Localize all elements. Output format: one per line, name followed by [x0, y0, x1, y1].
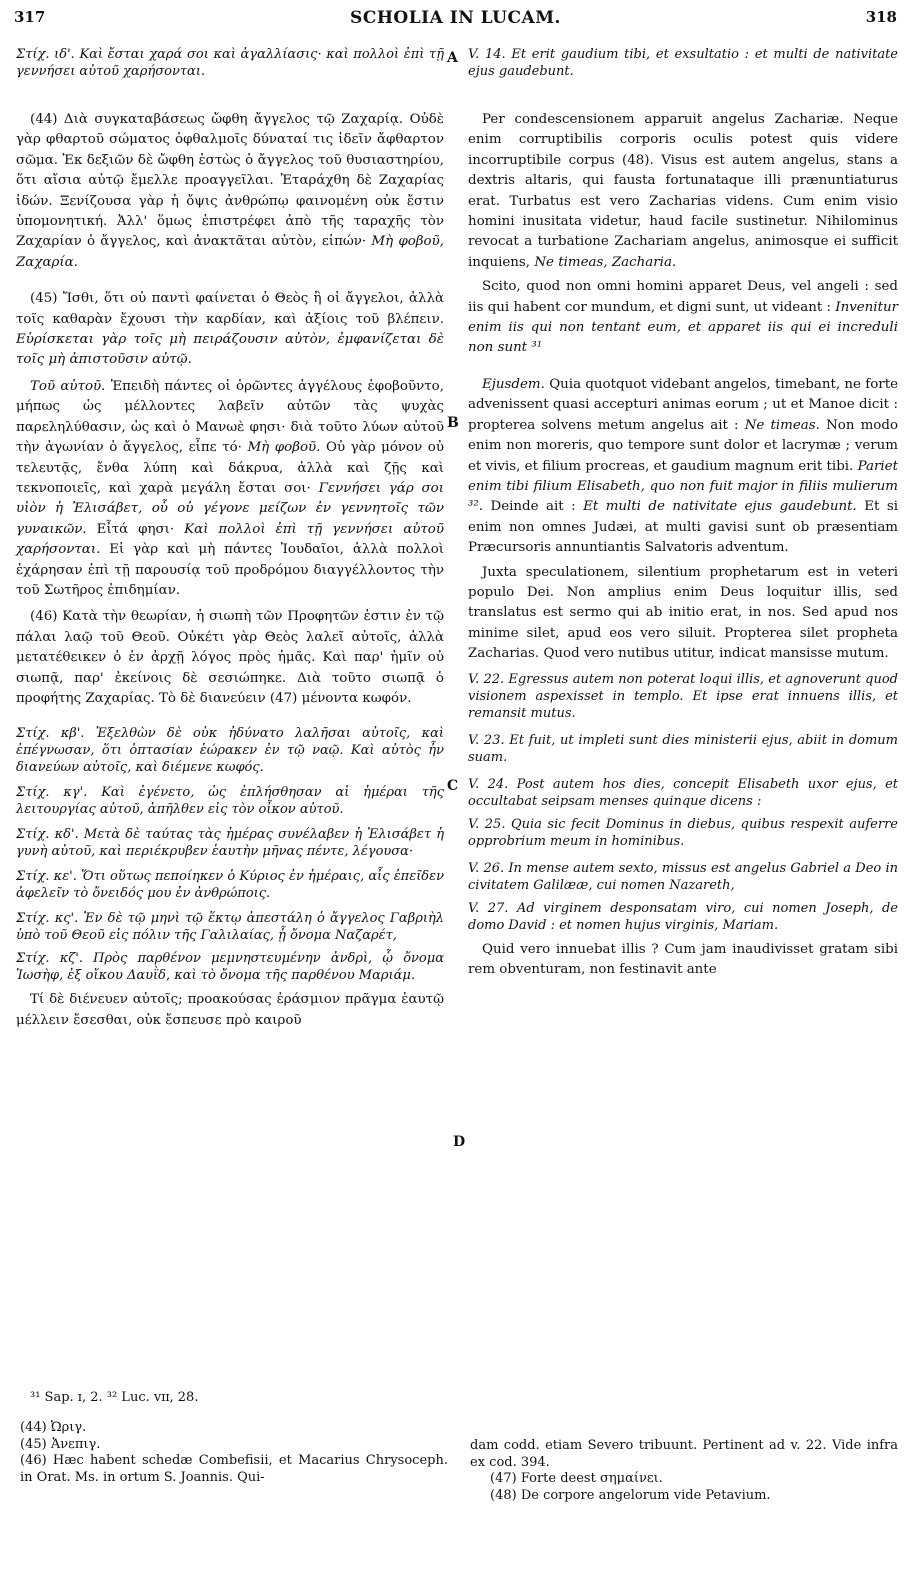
tou-autou-quote-3: Καὶ πολλοὶ ἐπὶ τῇ γεννήσει αὐτοῦ χαρήσονται.: [16, 521, 444, 558]
stichos-27: Στίχ. κζ'. Πρὸς παρθένον μεμνηστευμένην ἀνδρὶ, ᾧ ὄνομα Ἰωσὴφ, ἐξ οἴκου Δαυῒδ, καὶ τὸ ὄνομα τῆς παρθένου Μαριάμ.: [16, 951, 444, 984]
latin-45-quote: Invenitur enim iis qui non tentant eum, et apparet iis qui ei increduli non sunt ³¹: [468, 299, 898, 356]
margin-marker-c: C: [447, 778, 459, 794]
margin-marker-a: A: [447, 50, 458, 66]
verse-27: V. 27. Ad virginem desponsatam viro, cui nomen Joseph, de domo David : et nomen hujus virginis, Mariam.: [468, 900, 898, 933]
latin-45: [468, 277, 898, 359]
tou-autou-text-1: Ἐπειδὴ πάντες οἱ ὁρῶντες ἀγγέλους ἐφοβοῦντο, μήπως ὡς μέλλοντες λαβεῖν αὐτῶν τὰς ψυχὰς παρεληλύθασιν, ὡς καὶ ὁ Μανωὲ φησι· διὰ τοῦτο λύων αὐτοῦ τὴν ἀγωνίαν ὁ ἄγγελος, εἶπε τό·: [16, 378, 444, 456]
ejusdem-quote-2: Pariet enim tibi filium Elisabeth, quo non fuit major in filiis mulierum ³².: [468, 458, 898, 515]
ejusdem-quote-1: Ne timeas.: [744, 417, 820, 433]
scholion-tou-autou: [16, 377, 444, 601]
verse-22: V. 22. Egressus autem non poterat loqui illis, et agnoverunt quod visionem aspexisset in templo. Et ipse erat innuens illis, et remansit mutus.: [468, 671, 898, 721]
tou-autou-quote-2: Γεννήσει γάρ σοι υἱὸν ἡ Ἐλισάβετ, οὗ οὐ γέγονε μείζων ἐν γεννητοῖς τῶν γυναικῶν.: [16, 480, 444, 537]
running-title: SCHOLIA IN LUCAM.: [350, 8, 561, 28]
latin-44-text: Per condescensionem apparuit angelus Zachariæ. Neque enim corruptibilis corporis oculis potest quis videre incorruptibile corpus (48). Visus est autem angelus, stans a dextris altaris, qui fausta fortunataque illi prænuntiaturus erat. Turbatus est vero Zacharias videns. Cum enim visio homini inusitata videtur, haud facile sustinetur. Nihilominus revocat a turbatione Zachariam angelus, animosque ei sufficit inquiens,: [468, 112, 898, 270]
verse-14: V. 14. Et erit gaudium tibi, et exsultatio : et multi de nativitate ejus gaudebunt.: [468, 47, 898, 79]
scholion-45-text: (45) Ἴσθι, ὅτι οὐ παντὶ φαίνεται ὁ Θεὸς ἢ οἱ ἄγγελοι, ἀλλὰ τοῖς καθαρὰν ἔχουσι τὴν καρδίαν, καὶ ἀξίοις τοῦ βλέπειν.: [16, 291, 444, 327]
margin-marker-d: D: [453, 1134, 466, 1150]
ejusdem-quote-3: Et multi de nativitate ejus gaudebunt.: [583, 499, 857, 515]
stichos-24: Στίχ. κδ'. Μετὰ δὲ ταύτας τὰς ἡμέρας συνέλαβεν ἡ Ἐλισάβετ ἡ γυνὴ αὐτοῦ, καὶ περιέκρυβεν ἑαυτὴν μῆνας πέντε, λέγουσα·: [16, 827, 444, 860]
stichos-25: Στίχ. κε'. Ὅτι οὕτως πεποίηκεν ὁ Κύριος ἐν ἡμέραις, αἷς ἐπεῖδεν ἀφελεῖν τὸ ὄνειδός μου ἐν ἀνθρώποις.: [16, 869, 444, 902]
latin-44: [468, 110, 898, 273]
ejusdem-text-2: Non modo enim non moreris, quo tempore sunt dolor et lacrymæ ; verum et vivis, et filium procreas, et gaudium magnum erit tibi.: [468, 417, 899, 474]
running-header: [14, 8, 897, 34]
verse-26: V. 26. In mense autem sexto, missus est angelus Gabriel a Deo in civitatem Galilææ, cui nomen Nazareth,: [468, 860, 898, 893]
stichos-23: Στίχ. κγ'. Καὶ ἐγένετο, ὡς ἐπλήσθησαν αἱ ἡμέραι τῆς λειτουργίας αὐτοῦ, ἀπῆλθεν εἰς τὸν οἶκον αὐτοῦ.: [16, 785, 444, 818]
footnote-46-continued: dam codd. etiam Severo tribuunt. Pertinent ad v. 22. Vide infra ex cod. 394.: [470, 1438, 898, 1470]
scholion-44: [16, 110, 444, 273]
page-number-right: 318: [865, 8, 897, 26]
scripture-references: ³¹ Sap. ɪ, 2. ³² Luc. ᴠɪɪ, 28.: [30, 1390, 199, 1405]
footnote-47: (47) Forte deest σημαίνει.: [490, 1471, 663, 1486]
tou-autou-heading: Τοῦ αὐτοῦ.: [30, 378, 106, 394]
ejusdem-text-3: Deinde ait :: [490, 499, 576, 515]
footnotes-right: [470, 1438, 898, 1504]
scholion-44-text: (44) Διὰ συγκαταβάσεως ὤφθη ἄγγελος τῷ Ζαχαρίᾳ. Οὐδὲ γὰρ φθαρτοῦ σώματος ὀφθαλμοῖς δύναταί τις ἰδεῖν ἄφθαρτον σῶμα. Ἐκ δεξιῶν δὲ ὤφθη ἑστὼς ὁ ἄγγελος τοῦ θυσιαστηρίου, ὅτι αἴσια αὐτῷ ἔμελλε προαγγεῖλαι. Ἐταράχθη δὲ Ζαχαρίας ἰδών. Ξενίζουσα γὰρ ἡ ὄψις ἀνθρώπῳ φαινομένη οὐκ ἔστιν ὑπομονητική. Ἀλλ' ὅμως ἐπιστρέφει ἀπὸ τῆς ταραχῆς τὸν Ζαχαρίαν ὁ ἄγγελος, καὶ ἀνακτᾶται αὐτὸν, εἰπών·: [16, 112, 444, 250]
latin-46: Juxta speculationem, silentium prophetarum est in veteri populo Dei. Non amplius enim Deus loquitur illis, sed translatus est sermo qui ab initio erat, in nos. Sed apud nos minime silet, apud eos vero siluit. Propterea silet propheta Zacharias. Quod vero nutibus utitur, indicat mansisse mutum.: [468, 564, 898, 662]
latin-ejusdem: [468, 375, 898, 559]
footnotes-left: [20, 1420, 448, 1486]
scholion-46: (46) Κατὰ τὴν θεωρίαν, ἡ σιωπὴ τῶν Προφητῶν ἐστιν ἐν τῷ πάλαι λαῷ τοῦ Θεοῦ. Οὐκέτι γὰρ Θεὸς λαλεῖ αὐτοῖς, ἀλλὰ μετατέθεικεν ὁ ἐν ἀρχῇ λόγος πρὸς ἡμᾶς. Καὶ παρ' ἡμῖν οὐ σιωπᾷ, παρ' ἐκείνοις δὲ σεσιώπηκε. Διὰ τοῦτο σιωπᾷ ὁ προφήτης Ζαχαρίας. Τὸ δὲ διανεύειν (47) μένοντα κωφόν.: [16, 609, 444, 706]
greek-column: [16, 40, 444, 1031]
ejusdem-heading: Ejusdem.: [482, 376, 545, 392]
ejusdem-text-1: Quia quotquot videbant angelos, timebant, ne forte advenissent quasi accepturi animas eorum ; ut et Manoe dicit : propterea solvens metum angelus ait :: [468, 376, 898, 433]
footnote-46: (46) Hæc habent schedæ Combefisii, et Macarius Chrysoceph. in Orat. Ms. in ortum S. Joannis. Qui-: [20, 1453, 448, 1485]
page-number-left: 317: [14, 8, 46, 26]
verse-23: V. 23. Et fuit, ut impleti sunt dies ministerii ejus, abiit in domum suam.: [468, 732, 898, 765]
tou-autou-quote-1: Μὴ φοβοῦ.: [247, 440, 321, 456]
verse-24: V. 24. Post autem hos dies, concepit Elisabeth uxor ejus, et occultabat seipsam menses quinque dicens :: [468, 776, 898, 809]
stichos-22: Στίχ. κβ'. Ἐξελθὼν δὲ οὐκ ἠδύνατο λαλῆσαι αὐτοῖς, καὶ ἐπέγνωσαν, ὅτι ὀπτασίαν ἑώρακεν ἐν τῷ ναῷ. Καὶ αὐτὸς ἦν διανεύων αὐτοῖς, καὶ διέμενε κωφός.: [16, 726, 444, 776]
footnote-45: (45) Ἀνεπιγ.: [20, 1436, 101, 1452]
scholion-45-quote: Εὑρίσκεται γὰρ τοῖς μὴ πειράζουσιν αὐτὸν, ἐμφανίζεται δὲ τοῖς μὴ ἀπιστοῦσιν αὐτῷ.: [16, 332, 444, 368]
footnote-48: (48) De corpore angelorum vide Petavium.: [490, 1487, 771, 1503]
greek-continuation: Τί δὲ διένευεν αὐτοῖς; προακούσας ἐράσμιον πρᾶγμα ἑαυτῷ μέλλειν ἔσεσθαι, οὐκ ἔσπευσε πρὸ καιροῦ: [16, 992, 444, 1028]
latin-45-text: Scito, quod non omni homini apparet Deus, vel angeli : sed iis qui habent cor mundum, et digni sunt, ut videant :: [468, 279, 898, 315]
tou-autou-text-4: Εἰ γὰρ καὶ μὴ πάντες Ἰουδαῖοι, ἀλλὰ πολλοὶ ἐχάρησαν ἐπὶ τῇ παρουσίᾳ τοῦ προδρόμου διαγγέλλοντος τὴν τοῦ Σωτῆρος ἐπιδημίαν.: [16, 542, 444, 598]
margin-marker-b: B: [447, 415, 459, 431]
stichos-26: Στίχ. κς'. Ἐν δὲ τῷ μηνὶ τῷ ἕκτῳ ἀπεστάλη ὁ ἄγγελος Γαβριὴλ ὑπὸ τοῦ Θεοῦ εἰς πόλιν τῆς Γαλιλαίας, ᾗ ὄνομα Ναζαρέτ,: [16, 911, 444, 944]
ejusdem-text-4: Et si enim non omnes Judæi, at multi gavisi sunt ob præsentiam Præcursoris annuntiantis Salvatoris adventum.: [468, 499, 898, 556]
latin-column: [468, 40, 898, 980]
latin-continuation: Quid vero innuebat illis ? Cum jam inaudivisset gratam sibi rem obventuram, non festinavit ante: [468, 941, 898, 977]
stichos-14: Στίχ. ιδ'. Καὶ ἔσται χαρά σοι καὶ ἀγαλλίασις· καὶ πολλοὶ ἐπὶ τῇ γεννήσει αὐτοῦ χαρήσονται.: [16, 47, 444, 79]
scholion-45: [16, 289, 444, 371]
tou-autou-text-3: Εἶτά φησι·: [96, 521, 175, 537]
scholion-44-quote: Μὴ φοβοῦ, Ζαχαρία.: [16, 234, 444, 270]
footnote-44: (44) Ὠριγ.: [20, 1420, 87, 1435]
verse-25: V. 25. Quia sic fecit Dominus in diebus, quibus respexit auferre opprobrium meum in hominibus.: [468, 816, 898, 849]
tou-autou-text-2: Οὐ γὰρ μόνον οὐ τελευτᾷς, ἔνθα λύπη καὶ δάκρυα, ἀλλὰ καὶ ζῇς καὶ τεκνοποιεῖς, καὶ χαρὰ μεγάλη ἔσται σοι·: [16, 440, 444, 496]
latin-44-quote: Ne timeas, Zacharia.: [534, 254, 677, 270]
